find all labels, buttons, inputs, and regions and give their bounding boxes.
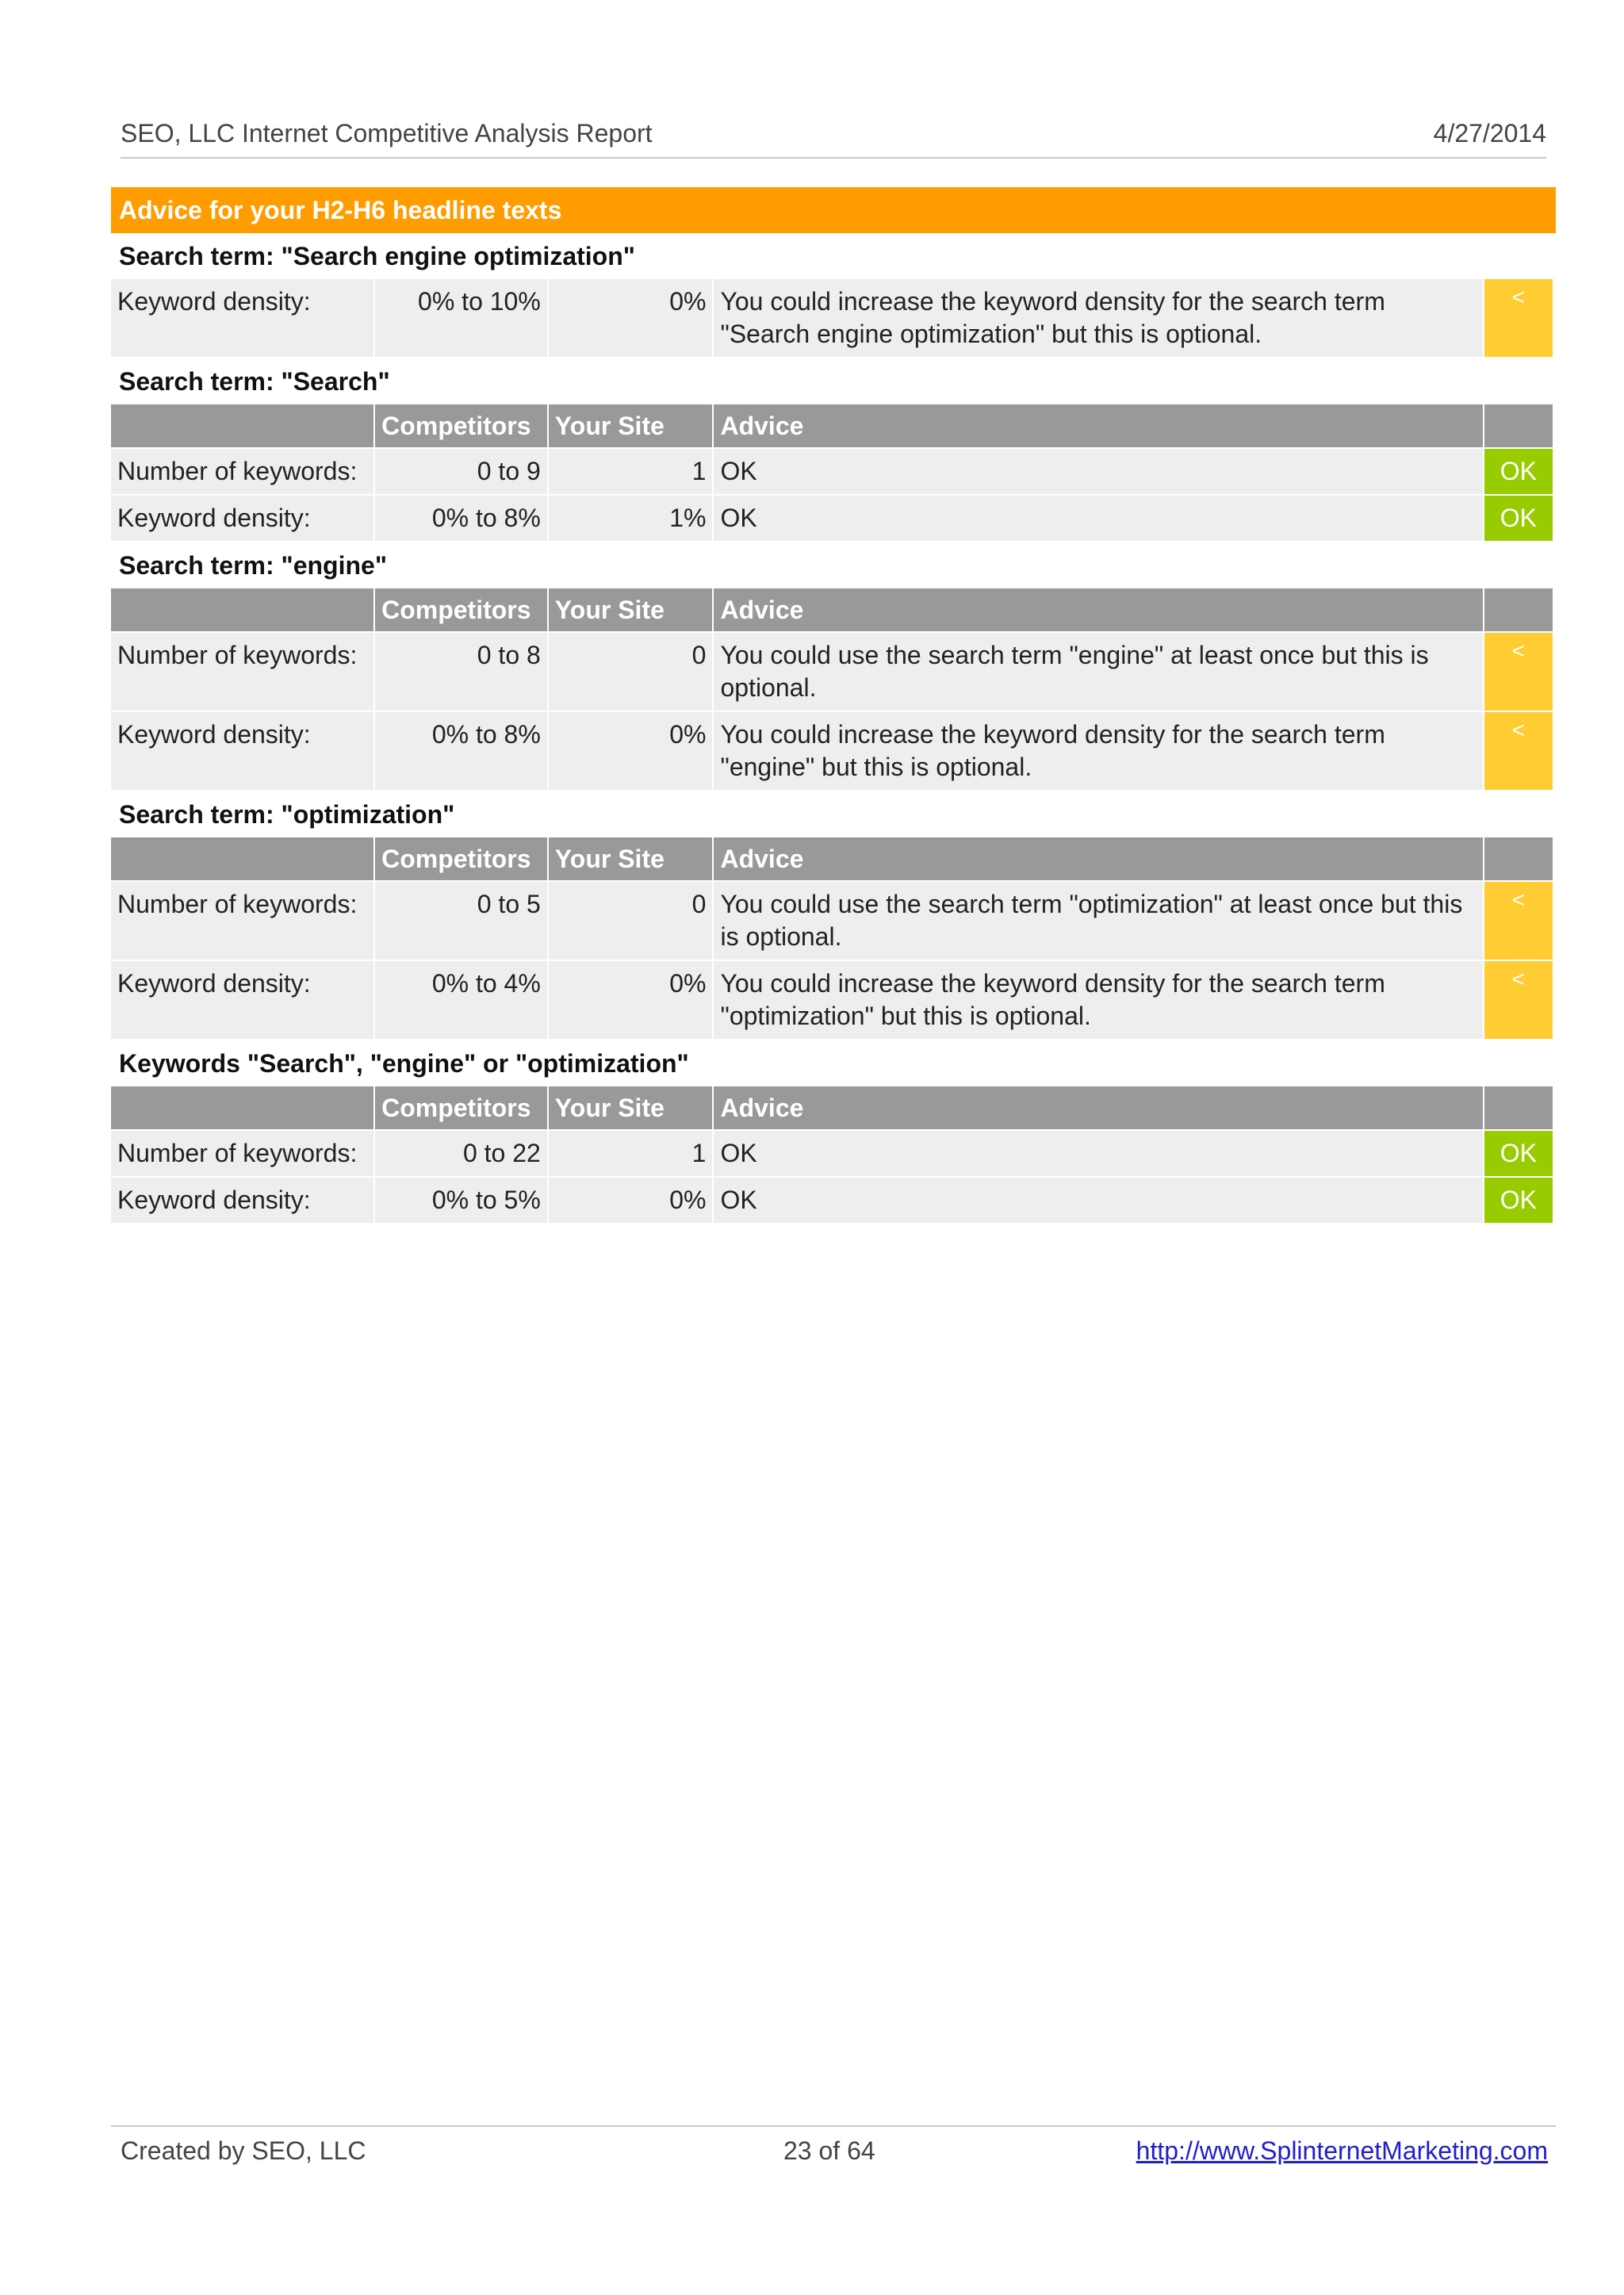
table-row: [111, 1178, 1553, 1223]
metric-label: Number of keywords:: [111, 633, 373, 711]
advice-header: Advice: [714, 588, 1482, 631]
empty-header-cell: [111, 404, 373, 447]
metric-label: Keyword density:: [111, 961, 373, 1039]
status-badge: OK: [1484, 1131, 1553, 1176]
report-title: SEO, LLC Internet Competitive Analysis Report: [121, 119, 653, 148]
competitors-value: 0 to 22: [375, 1131, 547, 1176]
advice-header: Advice: [714, 837, 1482, 880]
your-site-value: 0: [549, 633, 713, 711]
metric-label: Number of keywords:: [111, 882, 373, 960]
advice-text: You could use the search term "engine" at least once but this is optional.: [714, 633, 1482, 711]
search-term-title: Search term: "optimization": [119, 800, 455, 829]
status-header: [1484, 1086, 1553, 1129]
table-row: [111, 882, 1553, 960]
your-site-value: 1: [549, 449, 713, 494]
table-header-row: [111, 588, 1553, 631]
table-row: [111, 279, 1553, 357]
empty-header-cell: [111, 837, 373, 880]
metric-label: Keyword density:: [111, 279, 373, 357]
competitors-value: 0% to 8%: [375, 496, 547, 541]
status-header: [1484, 588, 1553, 631]
metric-label: Keyword density:: [111, 496, 373, 541]
created-by-text: Created by SEO, LLC: [121, 2136, 366, 2165]
status-badge: <: [1484, 279, 1553, 357]
advice-text: You could increase the keyword density for the search term "engine" but this is optional.: [714, 712, 1482, 790]
metric-label: Number of keywords:: [111, 1131, 373, 1176]
empty-header-cell: [111, 1086, 373, 1129]
empty-header-cell: [111, 588, 373, 631]
your-site-value: 0%: [549, 279, 713, 357]
status-header: [1484, 837, 1553, 880]
your-site-header: Your Site: [549, 1086, 713, 1129]
table-row: [111, 449, 1553, 494]
metrics-table: [109, 587, 1554, 791]
section-title: Advice for your H2-H6 headline texts: [111, 187, 1556, 233]
search-term-title: Search term: "Search engine optimization": [119, 242, 635, 270]
advice-text: OK: [714, 1131, 1482, 1176]
your-site-header: Your Site: [549, 588, 713, 631]
advice-text: OK: [714, 449, 1482, 494]
competitors-header: Competitors: [375, 837, 547, 880]
your-site-header: Your Site: [549, 837, 713, 880]
advice-text: You could increase the keyword density for the search term "optimization" but this is optional.: [714, 961, 1482, 1039]
status-badge: OK: [1484, 1178, 1553, 1223]
status-badge: <: [1484, 961, 1553, 1039]
metrics-table: [109, 1085, 1554, 1224]
headline-advice-report: [111, 187, 1556, 1224]
your-site-value: 1: [549, 1131, 713, 1176]
metric-label: Keyword density:: [111, 1178, 373, 1223]
table-row: [111, 1131, 1553, 1176]
your-site-value: 0%: [549, 712, 713, 790]
advice-text: OK: [714, 496, 1482, 541]
advice-text: OK: [714, 1178, 1482, 1223]
status-badge: OK: [1484, 449, 1553, 494]
competitors-value: 0% to 8%: [375, 712, 547, 790]
table-row: [111, 961, 1553, 1039]
competitors-header: Competitors: [375, 1086, 547, 1129]
your-site-value: 0%: [549, 1178, 713, 1223]
search-term-title: Keywords "Search", "engine" or "optimization": [119, 1049, 689, 1078]
competitors-header: Competitors: [375, 404, 547, 447]
your-site-value: 0: [549, 882, 713, 960]
advice-text: You could use the search term "optimization" at least once but this is optional.: [714, 882, 1482, 960]
advice-header: Advice: [714, 404, 1482, 447]
advice-header: Advice: [714, 1086, 1482, 1129]
advice-text: You could increase the keyword density for the search term "Search engine optimization" but this is optional.: [714, 279, 1482, 357]
your-site-value: 0%: [549, 961, 713, 1039]
status-badge: <: [1484, 882, 1553, 960]
metric-label: Keyword density:: [111, 712, 373, 790]
website-link[interactable]: http://www.SplinternetMarketing.com: [1136, 2136, 1548, 2165]
competitors-value: 0 to 9: [375, 449, 547, 494]
report-date: 4/27/2014: [1433, 119, 1546, 148]
metrics-table: [109, 278, 1554, 358]
table-row: [111, 633, 1553, 711]
competitors-header: Competitors: [375, 588, 547, 631]
search-term-title: Search term: "Search": [119, 367, 390, 396]
metrics-table: [109, 403, 1554, 542]
status-badge: OK: [1484, 496, 1553, 541]
table-header-row: [111, 1086, 1553, 1129]
page-footer: [111, 2125, 1556, 2182]
table-row: [111, 496, 1553, 541]
competitors-value: 0% to 4%: [375, 961, 547, 1039]
metrics-table: [109, 836, 1554, 1040]
competitors-value: 0 to 8: [375, 633, 547, 711]
page-header: [121, 113, 1546, 159]
table-row: [111, 712, 1553, 790]
status-badge: <: [1484, 633, 1553, 711]
competitors-value: 0 to 5: [375, 882, 547, 960]
page-number: 23 of 64: [783, 2136, 875, 2165]
table-header-row: [111, 837, 1553, 880]
your-site-header: Your Site: [549, 404, 713, 447]
competitors-value: 0% to 10%: [375, 279, 547, 357]
status-header: [1484, 404, 1553, 447]
status-badge: <: [1484, 712, 1553, 790]
your-site-value: 1%: [549, 496, 713, 541]
table-header-row: [111, 404, 1553, 447]
competitors-value: 0% to 5%: [375, 1178, 547, 1223]
search-term-title: Search term: "engine": [119, 551, 387, 580]
metric-label: Number of keywords:: [111, 449, 373, 494]
